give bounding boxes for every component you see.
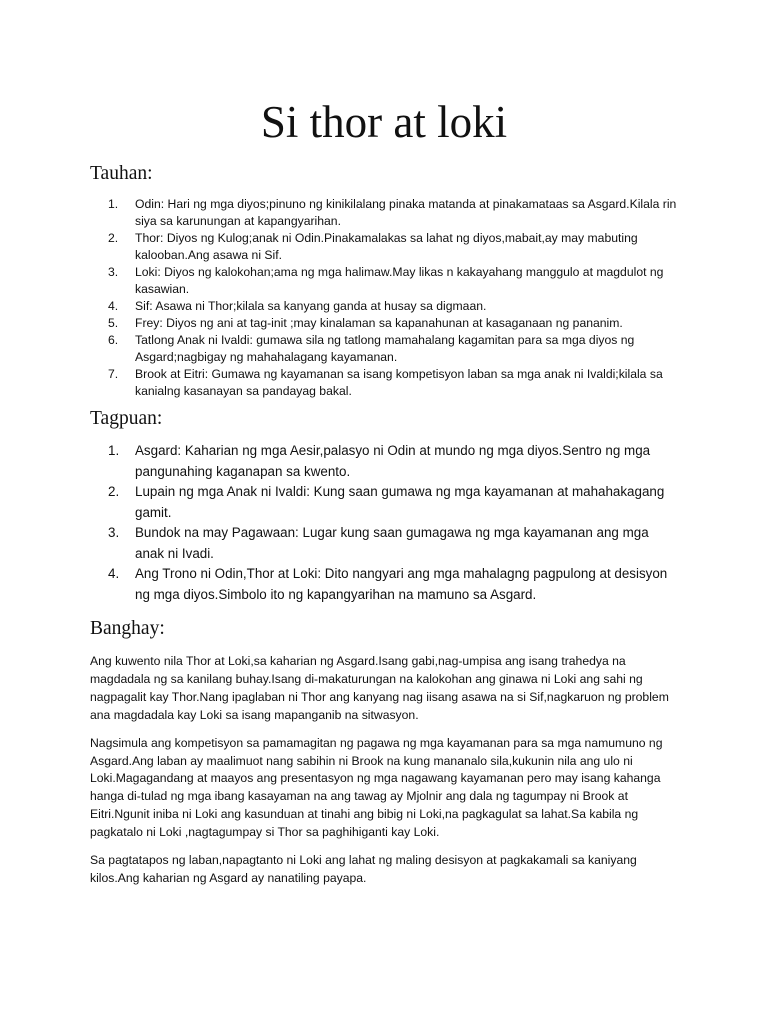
list-number: 2. <box>108 231 119 245</box>
list-text: Ang Trono ni Odin,Thor at Loki: Dito nangyari ang mga mahalagng pagpulong at desisyon ng mga diyos.Simbolo ito ng kapangyarihan na mamuno sa Asgard. <box>135 566 668 602</box>
tagpuan-heading: Tagpuan: <box>90 408 163 429</box>
list-text: Thor: Diyos ng Kulog;anak ni Odin.Pinakamalakas sa lahat ng diyos,mabait,ay may mabuting kalooban.Ang asawa ni Sif. <box>135 231 638 262</box>
list-text: Tatlong Anak ni Ivaldi: gumawa sila ng tatlong mamahalang kagamitan para sa mga diyos ng Asgard;nagbigay ng mahahalagang kayamanan. <box>135 333 635 364</box>
list-number: 1. <box>108 443 120 458</box>
list-text: Frey: Diyos ng ani at tag-init ;may kinalaman sa kapanahunan at kasaganaan ng pananim. <box>135 316 623 330</box>
page-title: Si thor at loki <box>260 97 508 147</box>
list-number: 2. <box>108 484 120 499</box>
list-number: 4. <box>108 566 120 581</box>
list-number: 7. <box>108 367 119 381</box>
tauhan-heading: Tauhan: <box>90 163 153 184</box>
paragraph: Ang kuwento nila Thor at Loki,sa kaharian ng Asgard.Isang gabi,nag-umpisa ang isang trahedya na magdadala ng sa kanilang buhay.Isang di-makaturungan na kalokohan ang ginawa ni Loki ang sahi ng nagpagalit kay Thor.Nang ipaglaban ni Thor ang kanyang nag iisang asawa na si Sif,nagkaruon ng problem ana magdadala kay Loki sa isang mapanganib na sitwasyon. <box>90 654 669 722</box>
list-text: Bundok na may Pagawaan: Lugar kung saan gumagawa ng mga kayamanan ang mga anak ni Ivadi. <box>135 525 649 561</box>
list-number: 5. <box>108 316 119 330</box>
list-item <box>90 332 680 366</box>
list-text: Loki: Diyos ng kalokohan;ama ng mga halimaw.May likas n kakayahang manggulo at magdulot ng kasawian. <box>135 265 664 296</box>
tagpuan-list <box>90 441 680 605</box>
list-number: 3. <box>108 525 120 540</box>
list-item <box>90 482 680 523</box>
list-item <box>90 441 680 482</box>
list-item <box>90 196 680 230</box>
list-number: 3. <box>108 265 119 279</box>
list-item <box>90 230 680 264</box>
list-number: 4. <box>108 299 119 313</box>
list-item <box>90 264 680 298</box>
tauhan-list <box>90 196 680 400</box>
list-text: Lupain ng mga Anak ni Ivaldi: Kung saan gumawa ng mga kayamanan at mahahakagang gamit. <box>135 484 665 520</box>
paragraph: Nagsimula ang kompetisyon sa pamamagitan ng pagawa ng mga kayamanan para sa mga namumuno ng Asgard.Ang laban ay maalimuot nang sabihin ni Brook na kung mananalo sila,kukunin nila ang ulo ni Loki.Magagandang at maayos ang presentasyon ng mga nagawang kayamanan pero may isang kahanga hanga di-tulad ng mga ibang kasayaman na ang tawag ay Mjolnir ang dala ng tagumpay ni Brook at Eitri.Ngunit iniba ni Loki ang kasunduan at tinahi ang bibig ni Loki,na pagkagulat sa lahat.Sa kabila ng pagkatalo ni Loki ,nagtagumpay si Thor sa paghihiganti kay Loki. <box>90 735 663 840</box>
paragraph: Sa pagtatapos ng laban,napagtanto ni Loki ang lahat ng maling desisyon at pagkakamali sa kaniyang kilos.Ang kaharian ng Asgard ay nanatiling payapa. <box>90 853 637 885</box>
banghay-body <box>90 653 684 898</box>
list-item <box>90 564 680 605</box>
list-item <box>90 366 680 400</box>
banghay-heading: Banghay: <box>90 618 165 639</box>
list-item <box>90 298 680 315</box>
list-item <box>90 523 680 564</box>
list-text: Odin: Hari ng mga diyos;pinuno ng kinikilalang pinaka matanda at pinakamataas sa Asgard.Kilala rin siya sa karunungan at kapangyarihan. <box>135 197 677 228</box>
list-number: 6. <box>108 333 119 347</box>
list-text: Brook at Eitri: Gumawa ng kayamanan sa isang kompetisyon laban sa mga anak ni Ivaldi;kilala sa kanialng kasanayan sa pandayag bakal. <box>135 367 663 398</box>
list-item <box>90 315 680 332</box>
list-text: Asgard: Kaharian ng mga Aesir,palasyo ni Odin at mundo ng mga diyos.Sentro ng mga pangunahing kaganapan sa kwento. <box>135 443 651 479</box>
list-text: Sif: Asawa ni Thor;kilala sa kanyang ganda at husay sa digmaan. <box>135 299 487 313</box>
list-number: 1. <box>108 197 119 211</box>
